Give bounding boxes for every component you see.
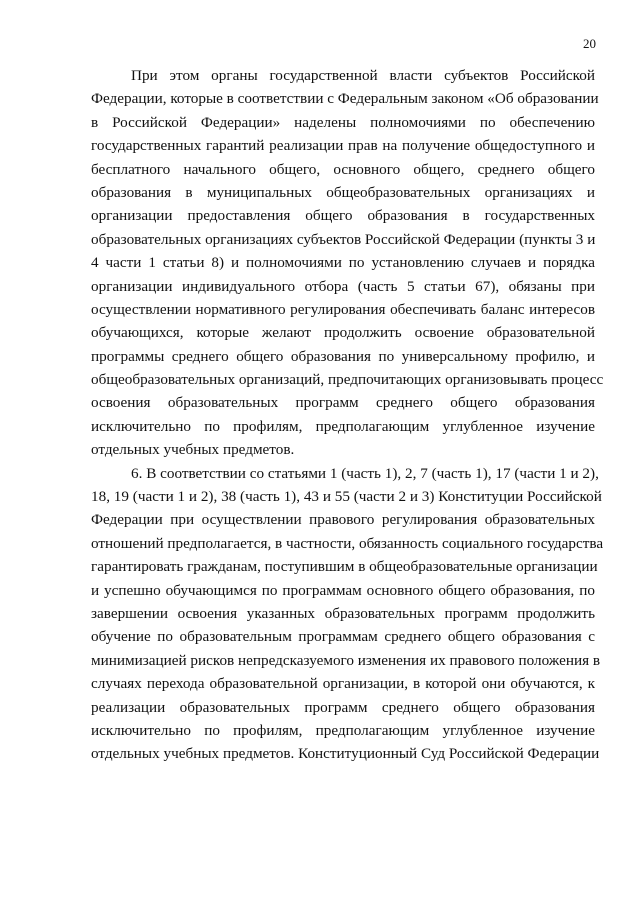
text-line: 6. В соответствии со статьями 1 (часть 1), 2, 7 (часть 1), 17 (части 1 и 2), xyxy=(131,464,599,482)
text-line: отдельных учебных предметов. xyxy=(91,441,295,459)
text-line: организации индивидуального отбора (часть 5 статьи 67), обязаны при xyxy=(91,277,595,295)
text-line: Федерации, которые в соответствии с Федеральным законом «Об образовании xyxy=(91,90,599,108)
text-line: гарантировать гражданам, поступившим в общеобразовательные организации xyxy=(91,558,598,576)
text-line: образовательных организациях субъектов Российской Федерации (пункты 3 и xyxy=(91,230,596,248)
text-line: общеобразовательных организаций, предпочитающих организовывать процесс xyxy=(91,371,604,389)
text-line: в Российской Федерации» наделены полномочиями по обеспечению xyxy=(91,113,595,131)
page-number: 20 xyxy=(583,36,596,51)
text-line: минимизацией рисков непредсказуемого изменения их правового положения в xyxy=(91,651,601,669)
paragraph-1 xyxy=(91,64,604,462)
text-line: отдельных учебных предметов. Конституционный Суд Российской Федерации xyxy=(91,745,600,763)
text-line: программы среднего общего образования по универсальному профилю, и xyxy=(91,347,595,365)
text-line: обучающихся, которые желают продолжить освоение образовательной xyxy=(91,324,595,342)
text-line: исключительно по профилям, предполагающим углубленное изучение xyxy=(91,721,595,739)
text-line: отношений предполагается, в частности, обязанность социального государства xyxy=(91,534,604,552)
paragraph-2 xyxy=(91,462,604,766)
text-line: завершении освоения указанных образовательных программ продолжить xyxy=(91,604,595,622)
text-line: организации предоставления общего образования в государственных xyxy=(91,207,595,225)
text-line: и успешно обучающимся по программам основного общего образования, по xyxy=(91,581,595,599)
text-line: Федерации при осуществлении правового регулирования образовательных xyxy=(91,511,595,529)
text-line: исключительно по профилям, предполагающим углубленное изучение xyxy=(91,417,595,435)
text-line: При этом органы государственной власти субъектов Российской xyxy=(131,67,595,84)
body-text xyxy=(91,64,604,766)
text-line: случаях перехода образовательной организации, в которой они обучаются, к xyxy=(91,675,595,693)
text-line: государственных гарантий реализации прав на получение общедоступного и xyxy=(91,137,595,155)
text-line: освоения образовательных программ среднего общего образования xyxy=(91,394,595,412)
text-line: 18, 19 (части 1 и 2), 38 (часть 1), 43 и 55 (части 2 и 3) Конституции Российской xyxy=(91,488,602,506)
text-line: бесплатного начального общего, основного общего, среднего общего xyxy=(91,160,595,178)
text-line: реализации образовательных программ среднего общего образования xyxy=(91,698,595,716)
text-line: образования в муниципальных общеобразовательных организациях и xyxy=(91,183,595,201)
text-line: 4 части 1 статьи 8) и полномочиями по установлению случаев и порядка xyxy=(91,254,595,272)
text-line: обучение по образовательным программам среднего общего образования с xyxy=(91,628,595,646)
text-line: осуществлении нормативного регулирования обеспечивать баланс интересов xyxy=(91,300,595,318)
